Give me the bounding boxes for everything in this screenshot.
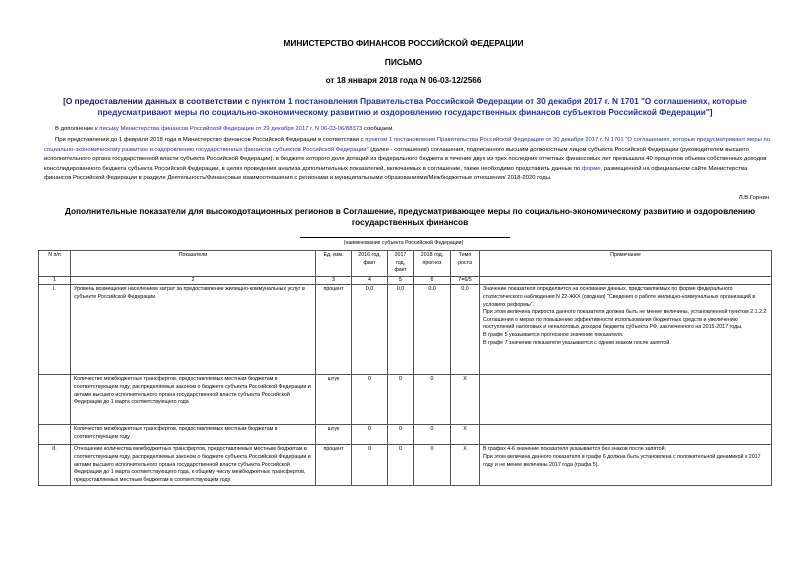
- note-line: В графе 7 значение показателя указывается с одним знаком после запятой.: [483, 339, 671, 346]
- row-unit: процент: [316, 445, 352, 486]
- paragraph-1: [44, 125, 771, 135]
- row-indicator: Количество межбюджетных трансфертов, предоставляемых местным бюджетам в соответствующем году, распределяемых законом о бюджете субъекта Российской Федерации и актами высшего исполнительного органа государственной власти субъекта Российской Федерации до 1 марта соответствующего года: [71, 375, 316, 425]
- row-2018: 0: [414, 425, 451, 445]
- row-2016: 0: [352, 425, 388, 445]
- row-2017: 0: [388, 425, 414, 445]
- row-rate: X: [451, 445, 480, 486]
- letter-title: [50, 96, 760, 118]
- title-close: ]: [709, 107, 713, 117]
- row-number: [39, 375, 71, 425]
- row-indicator: Уровень возмещения населением затрат за предоставление жилищно-коммунальных услуг в субъекте Российской Федерации: [71, 285, 316, 375]
- row-2017: 0: [388, 375, 414, 425]
- header-2016: 2016 год, факт: [352, 251, 388, 277]
- note-line: В графах 4-6 значение показателя указывается без знаков после запятой.: [483, 446, 666, 453]
- p2-decree-link[interactable]: пунктом 1 постановления Правительства Российской Федерации от 30 декабря 2017 г. N 1701 "О соглашениях, которые предусматривают меры по социально-экономическому развитию и оздоровлению государственных финансов субъектов Российской Федерации": [44, 137, 770, 153]
- row-rate: 0,0: [451, 285, 480, 375]
- row-2016: 0: [352, 375, 388, 425]
- column-number: 7=6/5: [451, 276, 480, 285]
- title-decree-link[interactable]: пунктом 1 постановления Правительства Российской Федерации от 30 декабря 2017 г. N 1701 "О соглашениях, которые предусматривают меры по социально-экономическому развитию и оздоровлению государственных финансов субъектов Российской Федерации": [97, 96, 747, 117]
- note-line: Значение показателя определяется на основании данных, представляемых по форме федерального статистического наблюдения N 22-ЖКХ (сводная) "Сведения о работе жилищно-коммунальных организаций в условиях реформы".: [483, 286, 756, 308]
- row-number: [39, 425, 71, 445]
- row-number: II.: [39, 445, 71, 486]
- paragraph-2: [44, 136, 771, 184]
- header-unit: Ед. изм.: [316, 251, 352, 277]
- p1-text-pre: В дополнение к: [55, 126, 100, 132]
- p2-text-pre: При представлении до 1 февраля 2018 года в Министерство финансов Российской Федерации в соответствии с: [55, 137, 366, 143]
- document-type: ПИСЬМО: [384, 57, 423, 67]
- header-num: N п/п: [39, 251, 71, 277]
- row-note: [480, 425, 772, 445]
- column-number: 3: [316, 276, 352, 285]
- row-note: [480, 445, 772, 486]
- row-indicator: Количество межбюджетных трансфертов, предоставляемых местным бюджетам в соответствующем году: [71, 425, 316, 445]
- row-unit: процент: [316, 285, 352, 375]
- row-2017: 0,0: [388, 285, 414, 375]
- column-number-row: [39, 276, 772, 285]
- table-row: [39, 425, 772, 445]
- row-note: [480, 375, 772, 425]
- table-row: [39, 375, 772, 425]
- column-number: 4: [352, 276, 388, 285]
- p2-text-mid: (далее - соглашение) соглашения, подписанного высшим должностным лицом субъекта Российской Федерации (руководителем высшего исполнительного органа государственной власти субъекта Российской Федерации), в бюджете которого доля дотаций из федерального бюджета в течение двух из трех последних отчетных финансовых лет превышала 40 процентов объема собственных доходов консолидированного бюджета субъекта Российской Федерации, в целях проведения анализа дополнительных показателей, включаемых в соглашение, также необходимо представить данные по: [44, 146, 767, 172]
- row-2016: 0: [352, 445, 388, 486]
- p1-letter-link[interactable]: письму Министерства финансов Российской Федерации от 29 декабря 2017 г. N 06-03-06/88373: [99, 126, 363, 132]
- ministry-heading: МИНИСТЕРСТВО ФИНАНСОВ РОССИЙСКОЙ ФЕДЕРАЦИИ: [283, 38, 524, 48]
- row-2018: 0: [414, 375, 451, 425]
- p2-form-link[interactable]: форме: [581, 165, 601, 172]
- note-line: В графе 5 указывается прогнозное значение показателя.: [483, 331, 624, 338]
- p1-text-post: сообщаем.: [362, 126, 394, 132]
- header-rate: Темп роста: [451, 251, 480, 277]
- column-number: [480, 276, 772, 285]
- row-rate: X: [451, 375, 480, 425]
- header-2018: 2018 год, прогноз: [414, 251, 451, 277]
- row-rate: X: [451, 425, 480, 445]
- header-note: Примечание: [480, 251, 772, 277]
- subject-caption: (наименование субъекта Российской Федерации): [343, 240, 464, 246]
- row-number: I.: [39, 285, 71, 375]
- column-number: 1: [39, 276, 71, 285]
- row-2018: 0: [414, 445, 451, 486]
- column-number: 5: [388, 276, 414, 285]
- indicators-table: [38, 250, 772, 486]
- table-row: [39, 445, 772, 486]
- row-indicator: Отношение количества межбюджетных трансфертов, предоставляемых местным бюджетам в соответствующем году, распределяемых законом о бюджете субъекта Российской Федерации и актами высшего исполнительного органа государственной власти субъекта Российской Федерации до 1 марта соответствующего года, к общему числу межбюджетных трансфертов, предоставляемых местным бюджетам в соответствующем году: [71, 445, 316, 486]
- note-line: При этом величина прироста данного показателя должна быть не менее величины, установленной пунктом 2.1.2.2 Соглашения о мерах по повышению эффективности использования бюджетных средств и увеличению поступлений налоговых и неналоговых доходов бюджета субъекта РФ, заключенного на 2015-2017 годы.: [483, 309, 767, 331]
- indicators-title: Дополнительные показатели для высокодотационных регионов в Соглашение, предусматривающее меры по социально-экономическому развитию и оздоровлению государственных финансов: [64, 206, 756, 227]
- title-open: [О предоставлении данных в соответствии с: [63, 96, 252, 106]
- note-line: При этом величина данного показателя в графе 6 должна быть установлена с положительной динамикой к 2017 году и не менее величины 2017 года (графа 5).: [483, 453, 761, 468]
- row-2018: 0,0: [414, 285, 451, 375]
- column-number: 6: [414, 276, 451, 285]
- row-2017: 0: [388, 445, 414, 486]
- row-unit: штук: [316, 425, 352, 445]
- row-note: [480, 285, 772, 375]
- p2-text-post: , размещенной на официальном сайте Министерства финансов Российской Федерации в разделе Деятельность/Финансовые взаимоотношения с регионами и муниципальными образованиями/Межбюджетные отношения/ 2018-2020 годы.: [44, 165, 748, 182]
- row-unit: штук: [316, 375, 352, 425]
- table-row: [39, 285, 772, 375]
- document-date-number: от 18 января 2018 года N 06-03-12/2566: [325, 76, 482, 85]
- header-2017: 2017 год, факт: [388, 251, 414, 277]
- table-header-row: [39, 251, 772, 277]
- row-2016: 0,0: [352, 285, 388, 375]
- subject-line: [300, 237, 510, 238]
- header-indicator: Показатели: [71, 251, 316, 277]
- column-number: 2: [71, 276, 316, 285]
- signature: Л.В.Горнин: [738, 195, 769, 201]
